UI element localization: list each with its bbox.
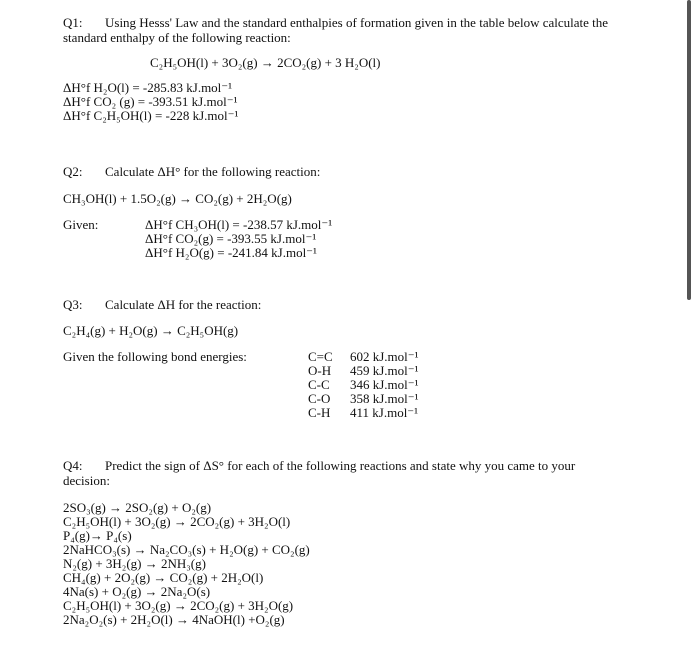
bond-type: C-C: [308, 377, 330, 392]
q1-text-line1: Using Hesss' Law and the standard enthalpies of formation given in the table below calculate the: [105, 15, 609, 30]
q4-reaction: N₂(g) + 3H₂(g) → 2NH₃(g): [63, 556, 206, 571]
bond-energy: 346 kJ.mol⁻¹: [350, 377, 419, 392]
q1-reaction: C₂H₅OH(l) + 3O₂(g) → 2CO₂(g) + 3 H₂O(l): [150, 55, 381, 70]
bond-energy: 411 kJ.mol⁻¹: [350, 405, 419, 420]
bond-type: C-H: [308, 405, 331, 420]
q2-given-label: Given:: [63, 217, 99, 232]
bond-type: C-O: [308, 391, 331, 406]
q4-reaction-list: [63, 500, 310, 626]
q4-reaction: C₂H₅OH(l) + 3O₂(g) → 2CO₂(g) + 3H₂O(g): [63, 598, 294, 613]
bond-energy: 358 kJ.mol⁻¹: [350, 391, 419, 406]
q3-label: Q3:: [63, 297, 83, 312]
q1-data-list: [63, 80, 238, 122]
q1-text-line2: standard enthalpy of the following reaction:: [63, 30, 291, 45]
q4-reaction: C₂H₅OH(l) + 3O₂(g) → 2CO₂(g) + 3H₂O(l): [63, 514, 291, 529]
q3-reaction: C₂H₄(g) + H₂O(g) → C₂H₅OH(g): [63, 323, 239, 338]
q4-text-line1: Predict the sign of ΔS° for each of the following reactions and state why you came to your: [105, 458, 576, 473]
q4-reaction: 2Na₂O₂(s) + 2H₂O(l) → 4NaOH(l) +O₂(g): [63, 612, 285, 627]
q2-text: Calculate ΔH° for the following reaction:: [105, 164, 321, 179]
q4-reaction: 4Na(s) + O₂(g) → 2Na₂O(s): [63, 584, 211, 599]
vertical-scrollbar[interactable]: [687, 0, 691, 300]
q4-label: Q4:: [63, 458, 83, 473]
q3-bond-list: [308, 349, 333, 419]
q4-reaction: 2NaHCO₃(s) → Na₂CO₃(s) + H₂O(g) + CO₂(g): [63, 542, 310, 557]
q1-data-item: ΔH°f C₂H₅OH(l) = -228 kJ.mol⁻¹: [63, 108, 239, 123]
bond-type: O-H: [308, 363, 332, 378]
q1-data-item: ΔH°f H₂O(l) = -285.83 kJ.mol⁻¹: [63, 80, 233, 95]
q1-data-item: ΔH°f CO₂ (g) = -393.51 kJ.mol⁻¹: [63, 94, 238, 109]
q2-data-item: ΔH°f CH₃OH(l) = -238.57 kJ.mol⁻¹: [145, 217, 333, 232]
q4-reaction: P₄(g)→ P₄(s): [63, 528, 132, 543]
q2-data-list: [145, 217, 332, 259]
bond-energy: 602 kJ.mol⁻¹: [350, 349, 419, 364]
q3-bond-label: Given the following bond energies:: [63, 349, 247, 364]
bond-type: C=C: [308, 349, 333, 364]
q4-text-line2: decision:: [63, 473, 110, 488]
q2-data-item: ΔH°f CO₂(g) = -393.55 kJ.mol⁻¹: [145, 231, 317, 246]
q3-energy-list: [350, 349, 419, 419]
q1-label: Q1:: [63, 15, 83, 30]
q2-data-item: ΔH°f H₂O(g) = -241.84 kJ.mol⁻¹: [145, 245, 317, 260]
q2-reaction: CH₃OH(l) + 1.5O₂(g) → CO₂(g) + 2H₂O(g): [63, 191, 292, 206]
q2-label: Q2:: [63, 164, 83, 179]
q4-reaction: CH₄(g) + 2O₂(g) → CO₂(g) + 2H₂O(l): [63, 570, 264, 585]
q3-text: Calculate ΔH for the reaction:: [105, 297, 262, 312]
bond-energy: 459 kJ.mol⁻¹: [350, 363, 419, 378]
q4-reaction: 2SO₃(g) → 2SO₂(g) + O₂(g): [63, 500, 212, 515]
